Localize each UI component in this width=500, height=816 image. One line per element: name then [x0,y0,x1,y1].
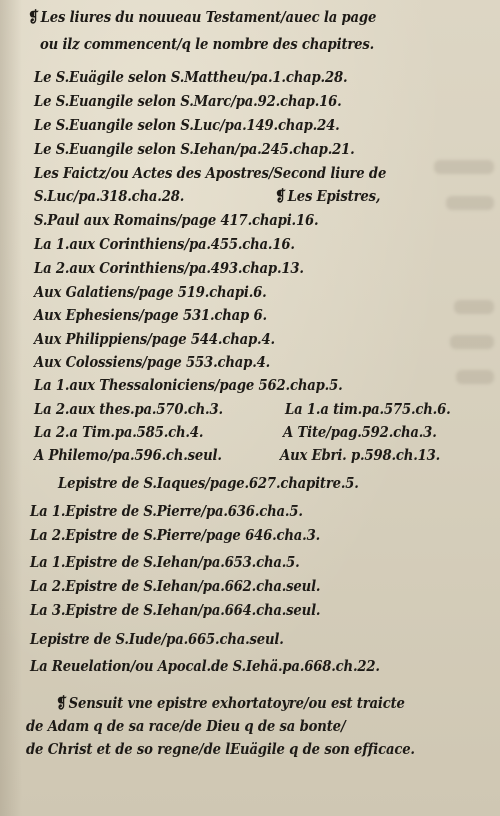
ink-bleed [454,300,494,314]
entry-actes-1: Les Faictz/ou Actes des Apostres/Second liure de [34,164,387,182]
closing-line-2: de Adam q de sa race/de Dieu q de sa bonte/ [26,717,346,735]
ink-bleed [450,335,494,349]
entry-mattheu: Le S.Euägile selon S.Mattheu/pa.1.chap.28. [34,68,348,86]
ink-bleed [446,196,494,210]
closing-line-1: ❡ Sensuit vne epistre exhortatoyre/ou est traicte [56,694,405,712]
ink-bleed [434,160,494,174]
entry-pierre2: La 2.Epistre de S.Pierre/page 646.cha.3. [30,526,321,544]
entry-tite: A Tite/pag.592.cha.3. [283,423,437,441]
pilcrow-ornament-icon: ❡ [56,694,67,712]
entry-iehan2: La 2.Epistre de S.Iehan/pa.662.cha.seul. [30,577,321,595]
ink-bleed [456,370,494,384]
pilcrow-ornament-icon: ❡ [28,8,39,26]
entry-actes-2: S.Luc/pa.318.cha.28. [34,187,185,205]
entry-colossiens: Aux Colossiens/page 553.chap.4. [34,353,271,371]
heading-line-1: ❡ Les liures du nouueau Testament/auec la page [28,8,377,26]
entry-cor1: La 1.aux Corinthiens/pa.455.cha.16. [34,235,295,253]
entry-iehan3: La 3.Epistre de S.Iehan/pa.664.cha.seul. [30,601,321,619]
closing-line-3: de Christ et de so regne/de lEuägile q de son efficace. [26,740,415,758]
entry-tim2: La 2.a Tim.pa.585.ch.4. [34,423,204,441]
entry-iaques: Lepistre de S.Iaques/page.627.chapitre.5. [58,474,359,492]
entry-ephesiens: Aux Ephesiens/page 531.chap 6. [34,306,267,324]
entry-philippiens: Aux Philippiens/page 544.chap.4. [34,330,275,348]
entry-cor2: La 2.aux Corinthiens/pa.493.chap.13. [34,259,304,277]
entry-pierre1: La 1.Epistre de S.Pierre/pa.636.cha.5. [30,502,303,520]
entry-iehan1: La 1.Epistre de S.Iehan/pa.653.cha.5. [30,553,300,571]
entry-thess2: La 2.aux thes.pa.570.ch.3. [34,400,223,418]
gutter-shadow [0,0,22,816]
pilcrow-ornament-icon: ❡ [275,187,286,205]
entry-luc: Le S.Euangile selon S.Luc/pa.149.chap.24. [34,116,340,134]
entry-marc: Le S.Euangile selon S.Marc/pa.92.chap.16. [34,92,342,110]
entry-iehan: Le S.Euangile selon S.Iehan/pa.245.chap.21. [34,140,355,158]
entry-romains: S.Paul aux Romains/page 417.chapi.16. [34,211,319,229]
entry-philemon: A Philemo/pa.596.ch.seul. [34,446,222,464]
epistres-heading: ❡ Les Epistres, [275,187,381,205]
entry-hebrieux: Aux Ebri. p.598.ch.13. [280,446,441,464]
entry-tim1: La 1.a tim.pa.575.ch.6. [285,400,451,418]
entry-apocalypse: La Reuelation/ou Apocal.de S.Iehä.pa.668.ch.22. [30,657,380,675]
heading-line-2: ou ilz commencent/q le nombre des chapitres. [40,35,375,53]
entry-iude: Lepistre de S.Iude/pa.665.cha.seul. [30,630,284,648]
entry-thess1: La 1.aux Thessaloniciens/page 562.chap.5. [34,376,343,394]
entry-galates: Aux Galatiens/page 519.chapi.6. [34,283,267,301]
